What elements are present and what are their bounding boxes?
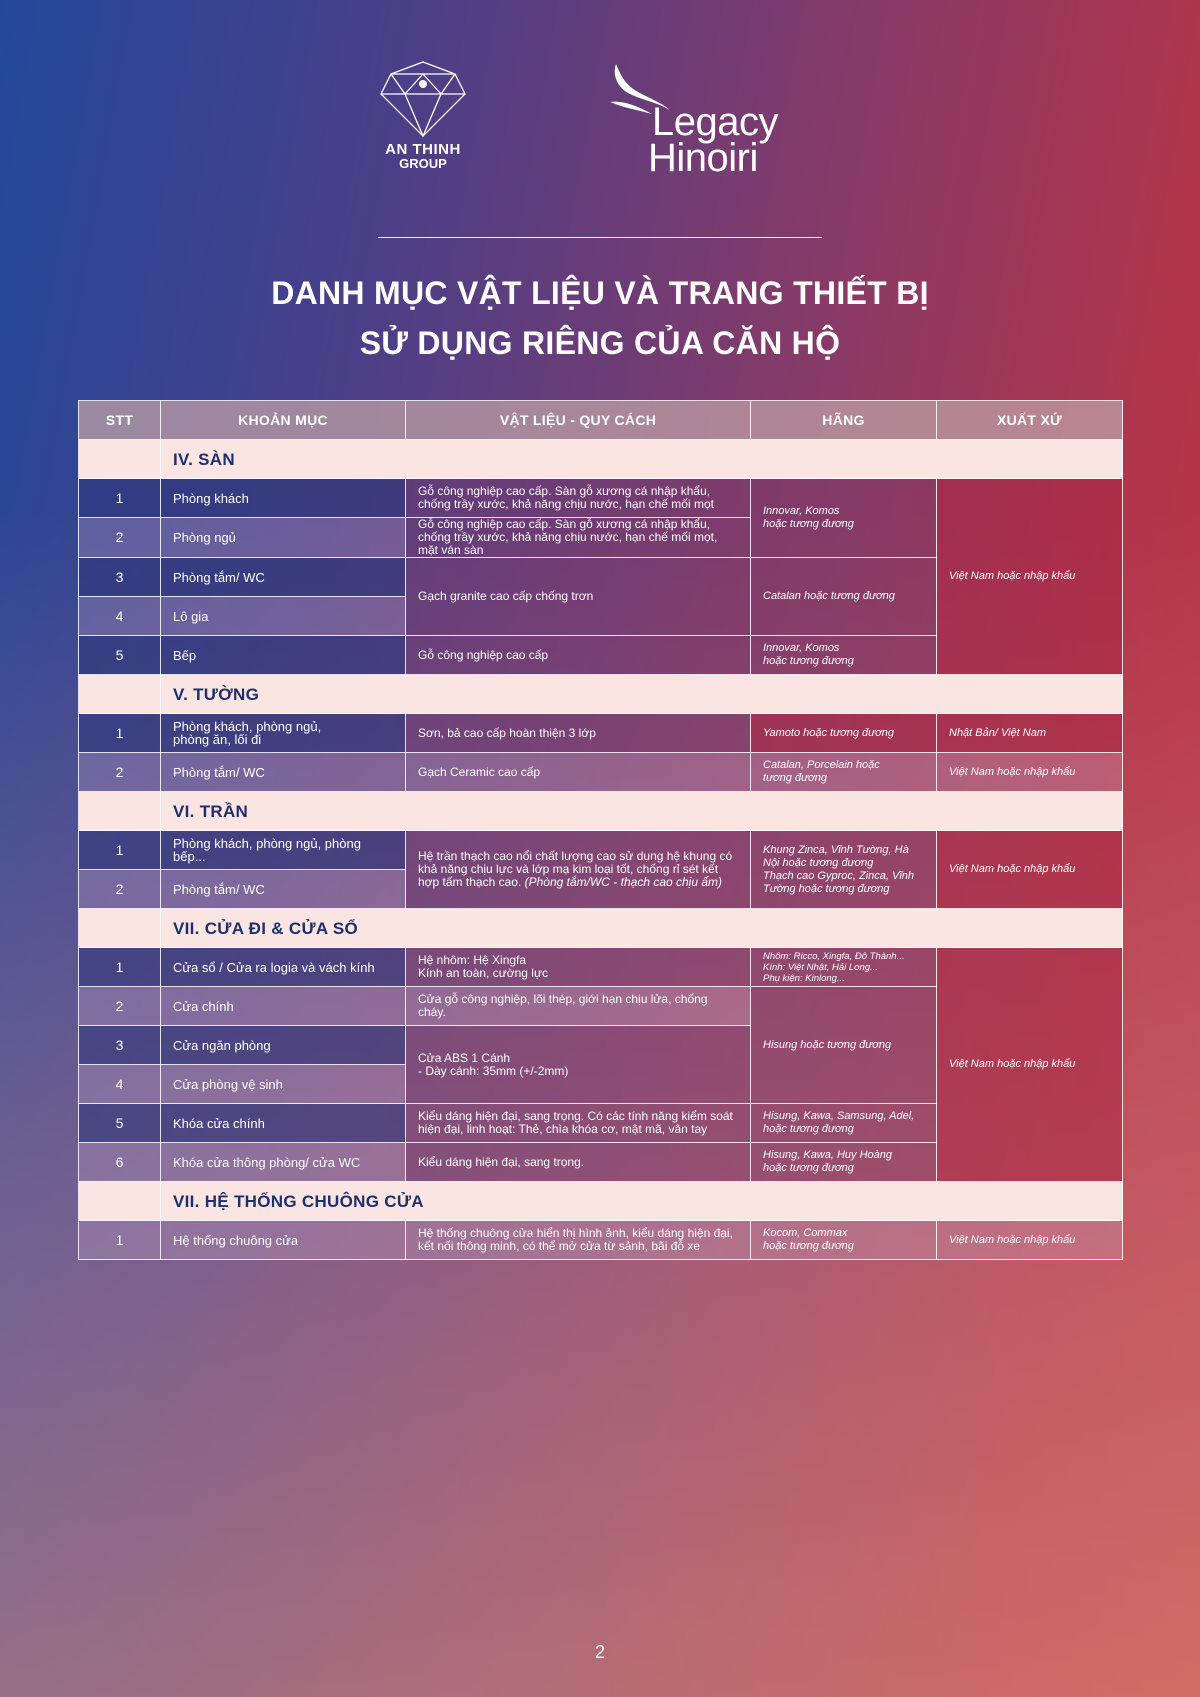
origin-cell: Việt Nam hoặc nhập khẩu — [937, 479, 1123, 675]
material-note: (Phòng tắm/WC - thạch cao chịu ẩm) — [524, 875, 723, 889]
section-title: VII. HỆ THỐNG CHUÔNG CỬA — [161, 1182, 1123, 1221]
material-cell: Gỗ công nghiệp cao cấp. Sàn gỗ xương cá nhập khẩu, chống trầy xước, khả năng chịu nước, hạn chế mối mọt, mặt ván sàn — [406, 518, 751, 558]
brand-cell: Hisung hoặc tương đương — [751, 987, 937, 1104]
table-row — [79, 479, 1123, 518]
material-cell: Kiểu dáng hiện đại, sang trọng. — [406, 1143, 751, 1182]
section-row — [79, 440, 1123, 479]
brand-cell: Innovar, Komos hoặc tương đương — [751, 636, 937, 675]
hinoiri-text: Hinoiri — [648, 136, 758, 180]
item-cell: Cửa phòng vệ sinh — [161, 1065, 406, 1104]
material-cell: Gạch granite cao cấp chống trơn — [406, 558, 751, 636]
section-title: VII. CỬA ĐI & CỬA SỔ — [161, 909, 1123, 948]
legacy-hinoiri-logo — [608, 62, 838, 182]
header-divider — [378, 237, 822, 238]
stt-cell: 1 — [79, 714, 161, 753]
header-stt: STT — [79, 401, 161, 440]
materials-table — [78, 400, 1123, 1260]
brand-cell: Innovar, Komos hoặc tương đương — [751, 479, 937, 558]
item-cell: Phòng ngủ — [161, 518, 406, 558]
material-cell: Gạch Ceramic cao cấp — [406, 753, 751, 792]
legacy-text: Legacy — [652, 100, 778, 144]
stt-cell: 1 — [79, 948, 161, 987]
table-row — [79, 831, 1123, 870]
origin-cell: Việt Nam hoặc nhập khẩu — [937, 753, 1123, 792]
item-cell: Phòng tắm/ WC — [161, 870, 406, 909]
table-row — [79, 948, 1123, 987]
item-cell: Lô gia — [161, 597, 406, 636]
stt-cell: 1 — [79, 831, 161, 870]
stt-cell: 1 — [79, 479, 161, 518]
section-title: V. TƯỜNG — [161, 675, 1123, 714]
origin-cell: Việt Nam hoặc nhập khẩu — [937, 948, 1123, 1182]
brand-cell: Catalan hoặc tương đương — [751, 558, 937, 636]
stt-cell: 4 — [79, 597, 161, 636]
stt-cell: 1 — [79, 1221, 161, 1260]
an-thinh-name: AN THINH — [385, 141, 461, 158]
stt-cell: 3 — [79, 1026, 161, 1065]
table-row — [79, 753, 1123, 792]
item-cell: Phòng tắm/ WC — [161, 753, 406, 792]
header-material: VẬT LIỆU - QUY CÁCH — [406, 401, 751, 440]
stt-cell: 6 — [79, 1143, 161, 1182]
an-thinh-sub: GROUP — [399, 156, 447, 171]
origin-cell: Việt Nam hoặc nhập khẩu — [937, 831, 1123, 909]
legacy-hinoiri-wordmark — [648, 100, 778, 180]
origin-cell: Nhật Bản/ Việt Nam — [937, 714, 1123, 753]
stt-cell: 5 — [79, 636, 161, 675]
item-cell: Phòng khách, phòng ngủ, phòng bếp... — [161, 831, 406, 870]
origin-cell: Việt Nam hoặc nhập khẩu — [937, 1221, 1123, 1260]
brand-cell: Khung Zinca, Vĩnh Tường, Hà Nội hoặc tương đương Thạch cao Gyproc, Zinca, Vĩnh Tường hoặc tương đương — [751, 831, 937, 909]
item-cell: Phòng khách, phòng ngủ, phòng ăn, lối đi — [161, 714, 406, 753]
item-cell: Cửa chính — [161, 987, 406, 1026]
material-cell: Gỗ công nghiệp cao cấp — [406, 636, 751, 675]
brand-cell: Yamoto hoặc tương đương — [751, 714, 937, 753]
stt-cell: 2 — [79, 518, 161, 558]
item-cell: Hệ thống chuông cửa — [161, 1221, 406, 1260]
item-cell: Khóa cửa thông phòng/ cửa WC — [161, 1143, 406, 1182]
table-header-row — [79, 401, 1123, 440]
material-cell: Sơn, bả cao cấp hoàn thiện 3 lớp — [406, 714, 751, 753]
section-row — [79, 1182, 1123, 1221]
brand-cell: Hisung, Kawa, Huy Hoàng hoặc tương đương — [751, 1143, 937, 1182]
material-cell — [406, 831, 751, 909]
section-title: VI. TRẦN — [161, 792, 1123, 831]
material-cell: Hệ nhôm: Hệ Xingfa Kính an toàn, cường lực — [406, 948, 751, 987]
header-item: KHOẢN MỤC — [161, 401, 406, 440]
logo-bar — [0, 60, 1200, 180]
brand-cell: Kocom, Commax hoặc tương đương — [751, 1221, 937, 1260]
item-cell: Bếp — [161, 636, 406, 675]
material-cell: Kiểu dáng hiện đại, sang trọng. Có các tính năng kiểm soát hiện đại, linh hoạt: Thẻ, chìa khóa cơ, mật mã, vân tay — [406, 1104, 751, 1143]
stt-cell: 3 — [79, 558, 161, 597]
stt-cell: 2 — [79, 753, 161, 792]
table-row — [79, 714, 1123, 753]
material-cell: Gỗ công nghiệp cao cấp. Sàn gỗ xương cá nhập khẩu, chống trầy xước, khả năng chịu nước, hạn chế mối mọt — [406, 479, 751, 518]
diamond-icon — [379, 60, 467, 138]
item-cell: Cửa ngăn phòng — [161, 1026, 406, 1065]
section-row — [79, 792, 1123, 831]
title-line-1: DANH MỤC VẬT LIỆU VÀ TRANG THIẾT BỊ — [271, 275, 929, 311]
item-cell: Phòng tắm/ WC — [161, 558, 406, 597]
stt-cell: 2 — [79, 987, 161, 1026]
section-row — [79, 675, 1123, 714]
header-brand: HÃNG — [751, 401, 937, 440]
an-thinh-logo — [368, 60, 478, 180]
material-cell: Cửa gỗ công nghiệp, lõi thép, giới hạn chịu lửa, chống cháy. — [406, 987, 751, 1026]
stt-cell: 2 — [79, 870, 161, 909]
material-cell: Cửa ABS 1 Cánh - Dày cánh: 35mm (+/-2mm) — [406, 1026, 751, 1104]
brand-cell: Hisung, Kawa, Samsung, Adel, hoặc tương đương — [751, 1104, 937, 1143]
stt-cell: 4 — [79, 1065, 161, 1104]
item-cell: Khóa cửa chính — [161, 1104, 406, 1143]
material-text: Hệ trần thạch cao nổi chất lượng cao sử dụng hệ khung có khả năng chịu lực và lớp mạ kim loại tốt, chống rỉ sét kết hợp tấm thạch cao. — [418, 849, 733, 889]
brand-cell: Nhôm: Ricco, Xingfa, Đô Thành... Kính: Việt Nhật, Hải Long... Phụ kiện: Kinlong... — [751, 948, 937, 987]
brand-cell: Catalan, Porcelain hoặc tương đương — [751, 753, 937, 792]
title-line-2: SỬ DỤNG RIÊNG CỦA CĂN HỘ — [359, 325, 841, 361]
section-title: IV. SÀN — [161, 440, 1123, 479]
stt-cell: 5 — [79, 1104, 161, 1143]
item-cell: Cửa sổ / Cửa ra logia và vách kính — [161, 948, 406, 987]
material-cell: Hệ thống chuông cửa hiển thị hình ảnh, kiểu dáng hiện đại, kết nối thông minh, có thể mở cửa từ sảnh, bãi đỗ xe — [406, 1221, 751, 1260]
item-cell: Phòng khách — [161, 479, 406, 518]
page-title — [0, 268, 1200, 368]
header-origin: XUẤT XỨ — [937, 401, 1123, 440]
table-row — [79, 1221, 1123, 1260]
section-row — [79, 909, 1123, 948]
page-number: 2 — [594, 1642, 605, 1662]
